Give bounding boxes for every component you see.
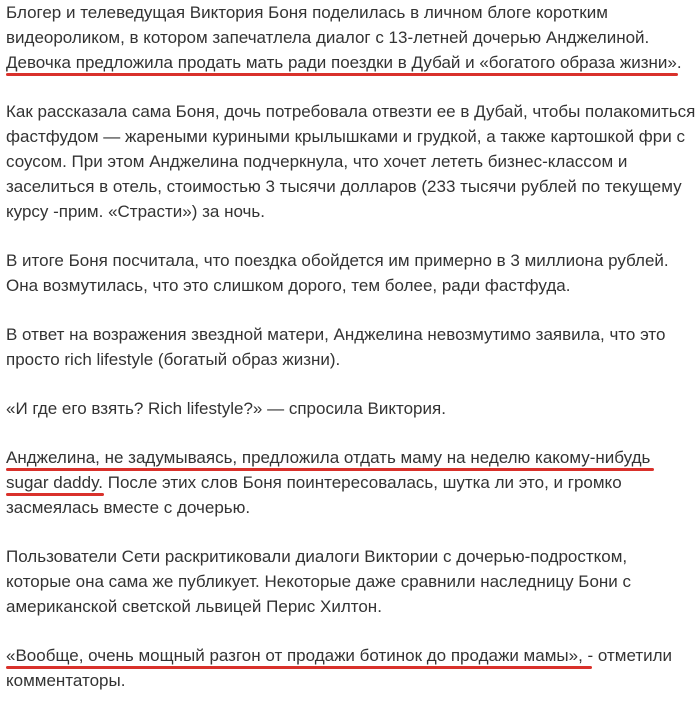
text-line: Пользователи Сети раскритиковали диалоги Виктории с дочерью-подростком, <box>6 547 628 566</box>
text-line: американской светской львицей Перис Хилтон. <box>6 597 382 616</box>
paragraph-reply <box>6 322 696 372</box>
text-line: просто rich lifestyle (богатый образ жизни). <box>6 350 341 369</box>
text-line: Блогер и телеведущая Виктория Боня поделилась в личном блоге коротким <box>6 3 608 22</box>
text-line: курсу -прим. «Страсти») за ночь. <box>6 202 265 221</box>
text-line: соусом. При этом Анджелина подчеркнула, что хочет лететь бизнес-классом и <box>6 152 628 171</box>
paragraph-quote <box>6 396 696 421</box>
text-line: видеороликом, в котором запечатлела диалог с 13-летней дочерью Анджелиной. <box>6 28 650 47</box>
highlighted-text: Анджелина, не задумываясь, предложила отдать маму на неделю какому-нибудь <box>6 448 651 467</box>
text-line: заселиться в отель, стоимостью 3 тысячи долларов (233 тысячи рублей по текущему <box>6 177 682 196</box>
paragraph-cost <box>6 248 696 298</box>
highlighted-text: «Вообще, очень мощный разгон от продажи ботинок до продажи мамы», - отметили <box>6 646 673 665</box>
text-line-highlighted <box>6 643 696 668</box>
text-line-highlighted <box>6 470 696 495</box>
text-line: Как рассказала сама Боня, дочь потребовала отвезти ее в Дубай, чтобы полакомиться <box>6 102 696 121</box>
paragraph-intro <box>6 0 696 75</box>
paragraph-offer <box>6 445 696 520</box>
text-line: Она возмутилась, что это слишком дорого, тем более, ради фастфуда. <box>6 276 571 295</box>
article-body <box>6 0 696 693</box>
text-line: «И где его взять? Rich lifestyle?» — спросила Виктория. <box>6 399 446 418</box>
paragraph-details <box>6 99 696 224</box>
paragraph-critics <box>6 544 696 619</box>
text-line: В ответ на возражения звездной матери, Анджелина невозмутимо заявила, что это <box>6 325 666 344</box>
highlighted-text: Девочка предложила продать мать ради поездки в Дубай и «богатого образа жизни». <box>6 53 682 72</box>
text-line-highlighted <box>6 445 696 470</box>
text-line: фастфудом — жареными куриными крылышками и грудкой, а также картошкой фри с <box>6 127 685 146</box>
text-line: которые она сама же публикует. Некоторые даже сравнили наследницу Бони с <box>6 572 632 591</box>
text-line-highlighted <box>6 50 696 75</box>
red-underline <box>6 73 678 76</box>
highlighted-text: sugar daddy. После этих слов Боня поинтересовалась, шутка ли это, и громко <box>6 473 622 492</box>
paragraph-comment <box>6 643 696 693</box>
text-line: В итоге Боня посчитала, что поездка обойдется им примерно в 3 миллиона рублей. <box>6 251 669 270</box>
text-line: комментаторы. <box>6 671 126 690</box>
text-line: засмеялась вместе с дочерью. <box>6 498 251 517</box>
